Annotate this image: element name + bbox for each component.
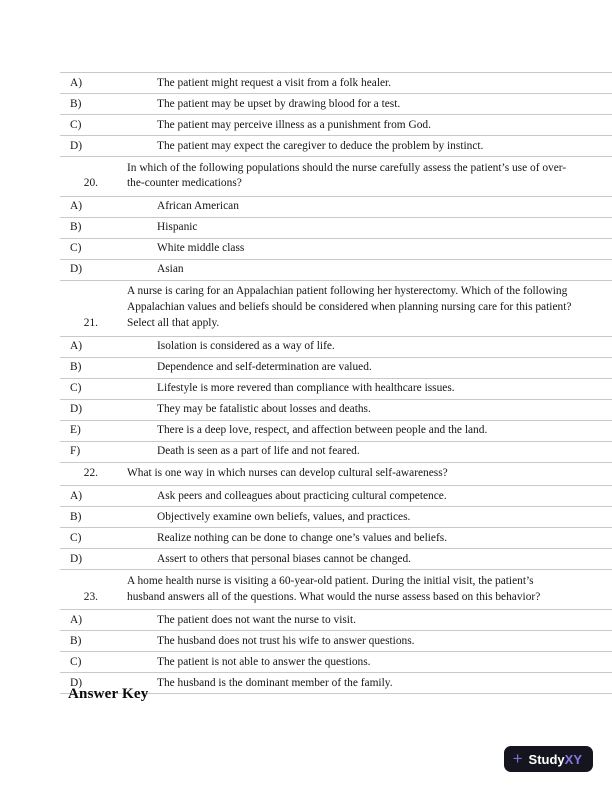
option-text: Death is seen as a part of life and not feared.	[157, 445, 360, 458]
option-letter: A)	[70, 340, 83, 353]
logo-text-primary: Study	[528, 751, 565, 767]
question-text-line: A nurse is caring for an Appalachian patient following her hysterectomy. Which of the following	[127, 285, 568, 298]
quiz-table	[60, 72, 612, 694]
question-number: 23.	[83, 590, 98, 603]
table-row	[60, 357, 612, 378]
table-row	[60, 462, 612, 486]
option-letter: F)	[70, 445, 81, 458]
option-letter: C)	[70, 242, 82, 255]
option-letter: D)	[70, 263, 83, 276]
option-letter: C)	[70, 118, 82, 131]
table-row	[60, 527, 612, 548]
option-text: African American	[157, 200, 239, 213]
table-row	[60, 156, 612, 196]
table-row	[60, 609, 612, 630]
table-row	[60, 135, 612, 156]
table-row	[60, 114, 612, 135]
option-text: The patient does not want the nurse to visit.	[157, 613, 356, 626]
question-text	[127, 281, 612, 336]
plus-icon: +	[512, 748, 523, 768]
table-row	[60, 72, 612, 93]
option-text: Isolation is considered as a way of life.	[157, 340, 335, 353]
table-row	[60, 485, 612, 506]
option-letter: D)	[70, 676, 83, 689]
option-text: The patient might request a visit from a folk healer.	[157, 76, 392, 89]
question-number: 22.	[83, 467, 98, 480]
option-letter: D)	[70, 403, 83, 416]
option-text: There is a deep love, respect, and affection between people and the land.	[157, 424, 488, 437]
option-letter: B)	[70, 510, 82, 523]
option-text: They may be fatalistic about losses and deaths.	[157, 403, 371, 416]
studyxy-logo[interactable]	[504, 746, 593, 772]
option-letter: A)	[70, 613, 83, 626]
option-letter: C)	[70, 382, 82, 395]
table-row	[60, 336, 612, 357]
option-letter: A)	[70, 200, 83, 213]
table-row	[60, 238, 612, 259]
option-letter: D)	[70, 139, 83, 152]
table-row	[60, 280, 612, 336]
table-row	[60, 399, 612, 420]
option-text: Lifestyle is more revered than compliance with healthcare issues.	[157, 382, 455, 395]
option-letter: E)	[70, 424, 81, 437]
question-text	[127, 570, 612, 609]
question-number: 20.	[83, 177, 98, 190]
option-text: Hispanic	[157, 221, 198, 234]
option-letter: B)	[70, 221, 82, 234]
question-text-line: Select all that apply.	[127, 317, 220, 330]
table-row	[60, 548, 612, 569]
option-text: White middle class	[157, 242, 245, 255]
question-text	[127, 157, 612, 196]
table-row	[60, 93, 612, 114]
table-row	[60, 630, 612, 651]
option-text: Dependence and self-determination are valued.	[157, 361, 372, 374]
table-row	[60, 569, 612, 609]
table-row	[60, 651, 612, 672]
question-text-line: husband answers all of the questions. What would the nurse assess based on this behavior?	[127, 590, 541, 603]
option-text: The patient is not able to answer the questions.	[157, 655, 371, 668]
option-letter: C)	[70, 655, 82, 668]
option-text: The patient may expect the caregiver to deduce the problem by instinct.	[157, 139, 484, 152]
option-letter: C)	[70, 531, 82, 544]
question-text-line: In which of the following populations should the nurse carefully assess the patient’s use of over-	[127, 161, 567, 174]
option-text: The patient may be upset by drawing blood for a test.	[157, 97, 401, 110]
answer-key-heading: Answer Key	[68, 686, 149, 702]
logo-text-accent: XY	[564, 751, 582, 767]
table-row	[60, 441, 612, 462]
question-text-line: the-counter medications?	[127, 177, 242, 190]
table-row	[60, 378, 612, 399]
option-text: The husband does not trust his wife to answer questions.	[157, 634, 415, 647]
option-text: Assert to others that personal biases cannot be changed.	[157, 552, 411, 565]
option-letter: B)	[70, 634, 82, 647]
logo-text	[529, 753, 582, 766]
table-row	[60, 196, 612, 217]
option-letter: A)	[70, 489, 83, 502]
option-text: Realize nothing can be done to change one’s values and beliefs.	[157, 531, 448, 544]
table-row	[60, 217, 612, 238]
option-text: Objectively examine own beliefs, values, and practices.	[157, 510, 411, 523]
table-row	[60, 259, 612, 280]
option-text: Ask peers and colleagues about practicing cultural competence.	[157, 489, 447, 502]
question-text-line: A home health nurse is visiting a 60-year-old patient. During the initial visit, the patient’s	[127, 574, 534, 587]
table-row	[60, 506, 612, 527]
question-text	[127, 463, 612, 486]
option-letter: B)	[70, 97, 82, 110]
option-text: The patient may perceive illness as a punishment from God.	[157, 118, 431, 131]
option-letter: A)	[70, 76, 83, 89]
option-letter: B)	[70, 361, 82, 374]
question-text-line: What is one way in which nurses can develop cultural self-awareness?	[127, 467, 448, 480]
question-number: 21.	[83, 317, 98, 330]
option-text: The husband is the dominant member of the family.	[157, 676, 393, 689]
option-letter: D)	[70, 552, 83, 565]
table-row	[60, 420, 612, 441]
question-text-line: Appalachian values and beliefs should be considered when planning nursing care for this patient?	[127, 301, 572, 314]
option-text: Asian	[157, 263, 184, 276]
